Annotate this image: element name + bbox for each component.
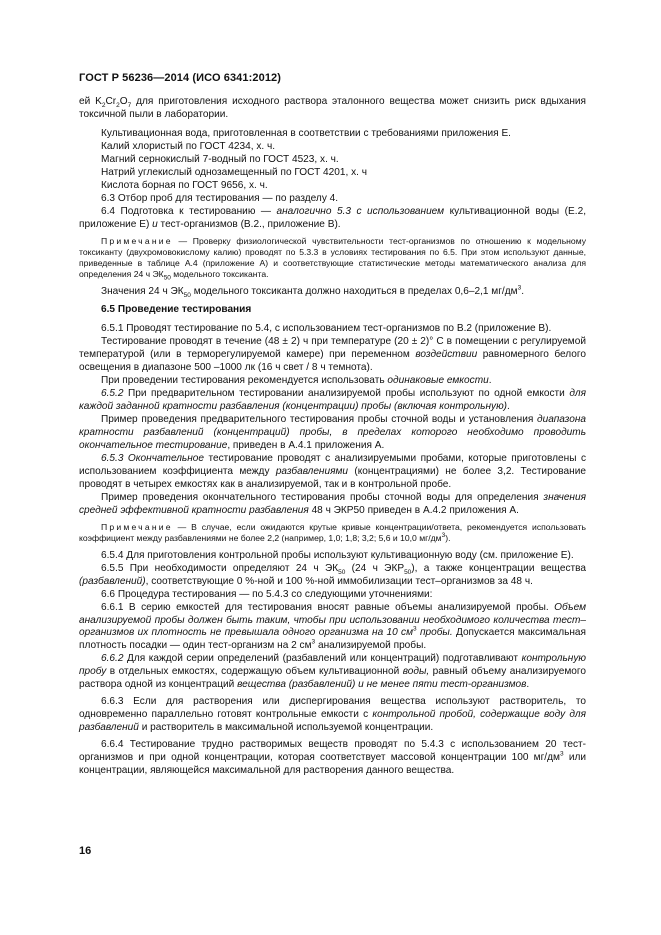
document-body [79,96,586,778]
paragraph-6-4: 6.4 Подготовка к тестированию — аналогично 5.3 с использованием культивационной воды (Е.2, приложение Е) и тест-организмов (В.2., приложение В). [79,205,586,230]
paragraph-6-5-2: 6.5.2 При предварительном тестировании анализируемой пробы используют по одной емкости для каждой заданной кратности разбавления (концентрации) пробы (включая контрольную). [79,388,586,413]
page-number: 16 [79,845,92,857]
paragraph-6-5-5: 6.5.5 При необходимости определяют 24 ч $ЭК_{50}$ (24 ч $ЭКР_{50}$), а также концентрации вещества (разбавлений), соответствующие 0 %-ной и 100 %-ной иммобилизации тест–организмов за 48 ч. [79,562,586,587]
note-2: Примечание — В случае, если ожидаются крутые кривые концентрации/ответа, рекомендуется использовать коэффициент между разбавлениями не более 2,2 (например, 1,0; 1,8; 3,2; 5,6 и 10,0 $мг/дм^3$). [79,521,586,543]
paragraph-ek50: Значения 24 ч $ЭК_{50}$ модельного токсиканта должно находиться в пределах 0,6–2,1 $мг/дм^3$. [101,284,524,299]
paragraph-6-6-2: 6.6.2 Для каждой серии определений (разбавлений или концентраций) подготавливают контрольную пробу в отдельных емкостях, содержащую объем культивационной воды, равный объему анализируемого раствора одной из концентраций вещества (разбавлений) и не менее пяти тест-организмов. [79,653,586,691]
list-item: Магний сернокислый 7-водный по ГОСТ 4523, х. ч. [101,153,339,165]
page-header: ГОСТ Р 56236—2014 (ИСО 6341:2012) [79,72,282,84]
paragraph-example-1: Пример проведения предварительного тестирования пробы сточной воды и установления диапазона кратности разбавлений (концентраций) пробы, в пределах которого необходимо проводить окончательное тестирование, приведен в А.4.1 приложения А. [79,414,586,452]
paragraph-containers: При проведении тестирования рекомендуется использовать одинаковые емкости. [101,375,492,387]
list-item: Натрий углекислый однозамещенный по ГОСТ 4201, х. ч [101,166,368,178]
paragraph-6-5-1: 6.5.1 Проводят тестирование по 5.4, с использованием тест-организмов по В.2 (приложение В). [101,323,552,335]
note-1: Примечание — Проверку физиологической чувствительности тест-организмов по отношению к модельному токсиканту (двухромовокислому калию) проводят по 5.3.3 в условиях тестирования по 6.5. При этом используют данные, приведенные в таблице А.4 (приложение А) и соответствующие статистические методы математического анализа для определения 24 ч $ЭК_{50}$ модельного токсиканта. [79,235,586,282]
paragraph-example-2: Пример проведения окончательного тестирования пробы сточной воды для определения значения средней эффективной кратности разбавления 48 ч ЭКР50 приведен в А.4.2 приложения А. [79,491,586,516]
paragraph-6-5-3: 6.5.3 Окончательное тестирование проводят с анализируемыми пробами, которые приготовлены с использованием коэффициента между разбавлениями (концентрациями) не более 3,2. Тестирование проводят в четырех емкостях как в анализируемой, так и в контрольной пробе. [79,452,586,490]
paragraph-6-5-4: 6.5.4 Для приготовления контрольной пробы используют культивационную воду (см. приложение Е). [101,549,574,561]
paragraph-intro: ей $K_2Cr_2O_7$ для приготовления исходного раствора эталонного вещества может снизить риск вдыхания токсичной пыли в лаборатории. [79,96,586,120]
paragraph-test-conditions: Тестирование проводят в течение (48 ± 2) ч при температуре (20 ± 2)° С в помещении с регулируемой температурой (или в терморегулируемой камере) при переменном воздействии равномерного белого освещения в диапазоне 500 –1000 лк (16 ч свет / 8 ч темнота). [79,336,586,374]
paragraph-6-6-4: 6.6.4 Тестирование трудно растворимых веществ проводят по 5.4.3 с использованием 20 тест-организмов и при одной концентрации, которая соответствует массовой концентрации 100 $мг/дм^3$ или концентрации, являющейся максимальной для растворения данного вещества. [79,739,586,776]
paragraph-6-6-1: 6.6.1 В серию емкостей для тестирования вносят равные объемы анализируемой пробы. Объем анализируемой пробы должен быть таким, чтобы при использовании необходимого количества тест–организмов их плотность не превышала одного организма на 10 $см^3$ пробы. Допускается максимальная плотность посадки — один тест-организм на 2 $см^3$ анализируемой пробы. [79,601,586,652]
paragraph-6-6-3: 6.6.3 Если для растворения или диспергирования вещества используют растворитель, то одновременно параллельно готовят контрольные емкости с контрольной пробой, содержащие воду для разбавлений и растворитель в максимальной используемой концентрации. [79,696,587,734]
list-item: Кислота борная по ГОСТ 9656, х. ч. [101,179,268,191]
list-item: Калий хлористый по ГОСТ 4234, х. ч. [101,140,276,152]
list-item: Культивационная вода, приготовленная в соответствии с требованиями приложения Е. [101,127,511,139]
paragraph-6-6: 6.6 Процедура тестирования — по 5.4.3 со следующими уточнениями: [101,588,433,600]
list-item: 6.3 Отбор проб для тестирования — по разделу 4. [101,192,339,204]
section-heading-6-5: 6.5 Проведение тестирования [101,304,252,316]
